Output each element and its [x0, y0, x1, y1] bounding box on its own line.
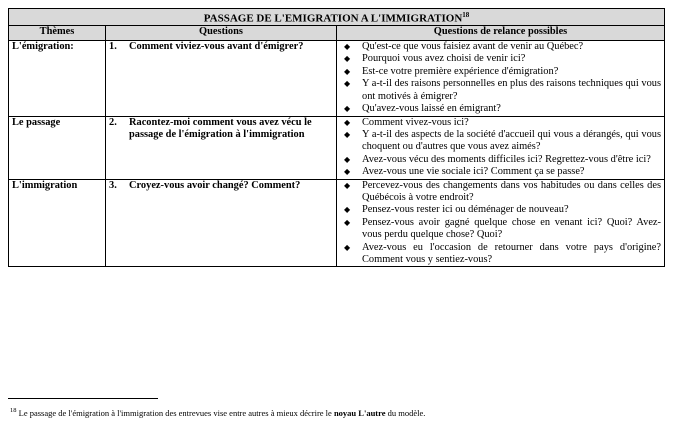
question-cell [106, 41, 337, 116]
table-title [9, 9, 665, 26]
prompt-list [340, 117, 661, 179]
list-item [340, 166, 661, 178]
header-themes: Thèmes [9, 26, 106, 41]
question-number: 1. [109, 41, 117, 53]
prompt-text: Est-ce votre première expérience d'émigration? [362, 65, 559, 77]
prompt-text: Comment vivez-vous ici? [362, 116, 469, 128]
prompt-list [340, 41, 661, 115]
prompt-text: Pourquoi vous avez choisi de venir ici? [362, 53, 526, 65]
footnote-divider [8, 398, 158, 399]
bullet-icon: ◆ [344, 180, 351, 190]
list-item [340, 204, 661, 216]
bullet-icon: ◆ [344, 129, 351, 139]
prompts-cell [337, 41, 665, 116]
prompts-cell [337, 179, 665, 267]
footnote-number: 18 [10, 407, 17, 414]
prompt-list [340, 180, 661, 267]
prompt-text: Avez-vous vécu des moments difficiles ici? Regrettez-vous d'être ici? [362, 153, 651, 165]
list-item [340, 180, 661, 205]
question-number: 2. [109, 116, 117, 128]
theme-cell: L'immigration [9, 179, 106, 267]
bullet-icon: ◆ [344, 242, 351, 252]
prompt-text: Y a-t-il des raisons personnelles en plus des raisons techniques qui vous ont motivés à émigrer? [362, 78, 662, 102]
bullet-icon: ◆ [344, 104, 351, 114]
header-prompts: Questions de relance possibles [337, 26, 665, 41]
table-title-row [9, 9, 665, 26]
list-item [340, 217, 661, 242]
bullet-icon: ◆ [344, 66, 351, 76]
footnote-text-after: du modèle. [385, 407, 426, 418]
prompt-text: Qu'avez-vous laissé en émigrant? [362, 103, 501, 115]
question-cell [106, 179, 337, 267]
list-item [340, 129, 661, 154]
footnote [10, 405, 425, 419]
list-item [340, 78, 661, 103]
list-item [340, 242, 661, 267]
list-item [340, 41, 661, 53]
list-item [340, 154, 661, 166]
bullet-icon: ◆ [344, 217, 351, 227]
header-questions: Questions [106, 26, 337, 41]
question-number: 3. [109, 179, 117, 191]
table-title-text: PASSAGE DE L'EMIGRATION A L'IMMIGRATION [203, 12, 463, 25]
list-item [340, 103, 661, 115]
prompt-text: Avez-vous une vie sociale ici? Comment ça se passe? [362, 166, 585, 178]
prompt-text: Avez-vous eu l'occasion de retourner dans votre pays d'origine? Comment vous y sentiez-vous? [362, 241, 662, 265]
bullet-icon: ◆ [344, 117, 351, 127]
bullet-icon: ◆ [344, 205, 351, 215]
table-header-row [9, 26, 665, 41]
footnote-bold-text: noyau L'autre [333, 407, 386, 418]
prompt-text: Pensez-vous rester ici ou déménager de nouveau? [362, 204, 569, 216]
table-row [9, 116, 665, 179]
list-item [340, 66, 661, 78]
theme-cell: Le passage [9, 116, 106, 179]
question-text: Croyez-vous avoir changé? Comment? [129, 179, 301, 191]
prompt-text: Pensez-vous avoir gagné quelque chose en venant ici? Quoi? Avez-vous perdu quelque chose? Quoi? [362, 216, 662, 241]
question-cell [106, 116, 337, 179]
prompt-text: Y a-t-il des aspects de la société d'accueil qui vous a dérangés, qui vous choquent ou d'autres que vous avez aimés? [362, 128, 662, 153]
question-text: Racontez-moi comment vous avez vécu le passage de l'émigration à l'immigration [129, 116, 312, 140]
bullet-icon: ◆ [344, 79, 351, 89]
prompt-text: Percevez-vous des changements dans vos habitudes ou dans celles des Québécois à votre endroit? [362, 179, 662, 203]
interview-guide-table [8, 8, 665, 267]
list-item [340, 117, 661, 129]
table-row [9, 41, 665, 116]
bullet-icon: ◆ [344, 167, 351, 177]
footnote-text-before: Le passage de l'émigration à l'immigration des entrevues vise entre autres à mieux décrire le [18, 407, 334, 418]
prompts-cell [337, 116, 665, 179]
bullet-icon: ◆ [344, 42, 351, 52]
theme-cell: L'émigration: [9, 41, 106, 116]
list-item [340, 53, 661, 65]
bullet-icon: ◆ [344, 54, 351, 64]
question-text: Comment viviez-vous avant d'émigrer? [129, 41, 304, 53]
prompt-text: Qu'est-ce que vous faisiez avant de venir au Québec? [362, 41, 584, 53]
title-footnote-ref: 18 [462, 11, 470, 19]
table-row [9, 179, 665, 267]
bullet-icon: ◆ [344, 154, 351, 164]
